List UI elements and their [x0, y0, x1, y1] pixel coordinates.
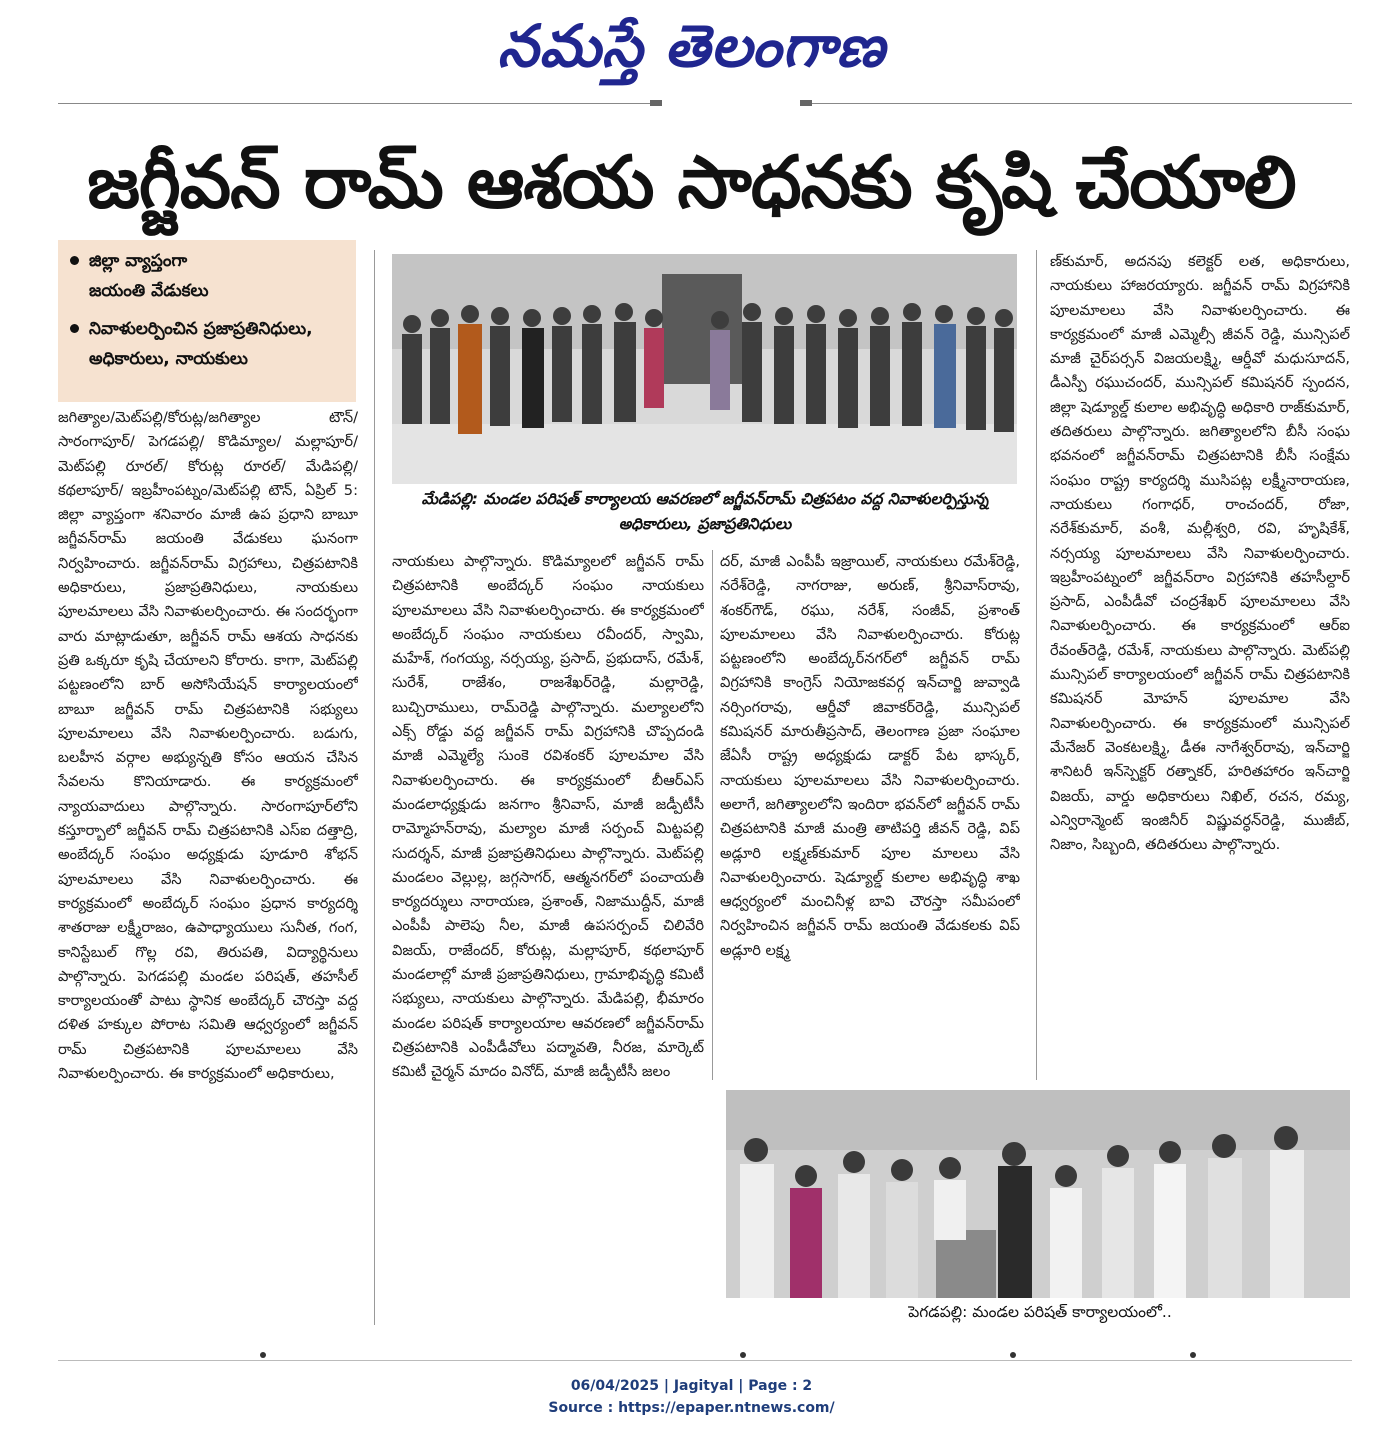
bullet-icon — [70, 256, 79, 265]
group-photo-icon — [726, 1090, 1350, 1298]
footer-source-link[interactable]: Source : https://epaper.ntnews.com/ — [548, 1400, 835, 1416]
article-column-4: ణ్‌కుమార్, అదనపు కలెక్టర్ లత, అధికారులు, నాయకులు హాజరయ్యారు. జగ్జీవన్ రామ్ విగ్రహానికి పూలమాలలు వేసి నివాళులర్పించారు. ఈ కార్యక్రమంలో మాజీ ఎమ్మెల్సీ జీవన్ రెడ్డి, మున్సిపల్ మాజీ చైర్‌పర్సన్ విజయలక్ష్మి, ఆర్డీవో మధుసూదన్, డీఎస్పీ రఘుచందర్, మున్సిపల్ కమిషనర్ స్పందన, జిల్లా షెడ్యూల్డ్ కులాల అభివృద్ధి అధికారి రాజ్‌కుమార్, తదితరులు పాల్గొన్నారు. జగిత్యాలలోని బీసీ సంఘ భవనంలో జగ్జీవన్‌రామ్ చిత్రపటానికి బీసీ సంక్షేమ సంఘం రాష్ట్ర కార్యదర్శి ముసిపట్ల లక్ష్మీనారాయణ, నాయకులు గంగాధర్, రాంచందర్, రోజా, నరేశ్‌కుమార్, వంశీ, మల్లీశ్వరి, రవి, హృషికేశ్, నర్సయ్య పూలమాలలు వేసి నివాళులర్పించారు. ఇబ్రహీంపట్నంలో జగ్జీవన్‌రాం విగ్రహానికి తహసీల్దార్ ప్రసాద్, ఎంపీడీవో చంద్రశేఖర్ పూలమాలలు వేసి నివాళులర్పించారు. ఈ కార్యక్రమంలో ఆర్‌ఐ రేవంత్‌రెడ్డి, రమేశ్, నాయకులు పాల్గొన్నారు. మెట్‌పల్లి మున్సిపల్ కార్యాలయంలో జగ్జీవన్ రామ్ చిత్రపటానికి కమిషనర్ మోహన్ పూలమాల వేసి నివాళులర్పించారు. ఈ కార్యక్రమంలో మున్సిపల్ మేనేజర్ వెంకటలక్ష్మి, డీఈ నాగేశ్వర్‌రావు, ఇన్‌చార్జి శానిటరీ ఇన్‌స్పెక్టర్ రత్నాకర్, హరితహారం ఇన్‌చార్జి విజయ్, వార్డు అధికారులు నిఖిల్, రచన, రమ్య, ఎన్విరాన్మెంట్ ఇంజినీర్ విష్ణువర్ధన్‌రెడ్డి, ముజీబ్, నిజాం, సిబ్బంది, తదితరులు పాల్గొన్నారు. — [1050, 253, 1350, 854]
top-photo — [392, 254, 1017, 484]
rule-ornament-right — [800, 100, 812, 106]
rule-ornament-left — [650, 100, 662, 106]
article-column-2: నాయకులు పాల్గొన్నారు. కొడిమ్యాలలో జగ్జీవన్ రామ్ చిత్రపటానికి అంబేద్కర్ సంఘం నాయకులు పూలమాలలు వేసి నివాళులర్పించారు. ఈ కార్యక్రమంలో అంబేద్కర్ సంఘం నాయకులు రవీందర్, స్వామి, మహేశ్, గంగయ్య, నర్సయ్య, ప్రసాద్, ప్రభుదాస్, రమేశ్, సురేశ్, రాజేశం, రాజశేఖర్‌రెడ్డి, మల్లారెడ్డి, బుచ్చిరాములు, రామ్‌రెడ్డి పాల్గొన్నారు. మల్యాలలోని ఎక్స్ రోడ్డు వద్ద జగ్జీవన్ రామ్ విగ్రహానికి చొప్పదండి మాజీ ఎమ్మెల్యే సుంకె రవిశంకర్ పూలమాల వేసి నివాళులర్పించారు. ఈ కార్యక్రమంలో బీఆర్‌ఎస్ మండలాధ్యక్షుడు జనగాం శ్రీనివాస్, మాజీ జడ్పీటీసీ రామ్మోహన్‌రావు, మల్యాల మాజీ సర్పంచ్ మిట్టపల్లి సుదర్శన్, మాజీ ప్రజాప్రతినిధులు పాల్గొన్నారు. మెట్‌పల్లి మండలం వెల్లుల్ల, జగ్గసాగర్, ఆత్మనగర్‌లో పంచాయతీ కార్యదర్శులు నారాయణ, ప్రశాంత్, నిజాముద్దీన్, మాజీ ఎంపీపీ పాలెపు నీల, మాజీ ఉపసర్పంచ్ చిలివేరి విజయ్, రాజేందర్, కోరుట్ల, మల్లాపూర్, కథలాపూర్ మండలాల్లో మాజీ ప్రజాప్రతినిధులు, గ్రామాభివృద్ధి కమిటీ సభ్యులు, నాయకులు పాల్గొన్నారు. మేడిపల్లి, భీమారం మండల పరిషత్ కార్యాలయాల ఆవరణలో జగ్జీవన్‌రామ్ చిత్రపటానికి ఎంపీడీవోలు పద్మావతి, నీరజ, మార్కెట్ కమిటీ చైర్మన్ మాదం వినోద్, మాజీ జడ్పీటీసీ జలం — [392, 553, 704, 1081]
bottom-mark — [260, 1352, 266, 1358]
bottom-photo — [726, 1090, 1350, 1298]
footer-date-edition: 06/04/2025 | Jagityal | Page : 2 — [570, 1378, 813, 1394]
footer-meta — [0, 1375, 1383, 1419]
highlight-item — [66, 246, 348, 306]
bullet-icon — [70, 324, 79, 333]
column-separator — [1036, 250, 1037, 1080]
column-separator — [374, 250, 375, 1325]
top-rule-right — [806, 103, 1352, 104]
column-separator — [712, 550, 713, 1080]
bottom-rule — [58, 1360, 1352, 1361]
bottom-mark — [1010, 1352, 1016, 1358]
highlights-box — [58, 240, 356, 402]
article-column-3: దర్, మాజీ ఎంపీపీ ఇజ్రాయిల్, నాయకులు రమేశ్‌రెడ్డి, నరేశ్‌రెడ్డి, నాగరాజు, అరుణ్, శ్రీనివాస్‌రావు, శంకర్‌గౌడ్, రఘు, నరేశ్, సంజీవ్, ప్రశాంత్ పూలమాలలు వేసి నివాళులర్పించారు. కోరుట్ల పట్టణంలోని అంబేద్కర్‌నగర్‌లో జగ్జీవన్ రామ్ విగ్రహానికి కాంగ్రెస్ నియోజకవర్గ ఇన్‌చార్జి జువ్వాడి నర్సింగరావు, ఆర్డీవో జివాకర్‌రెడ్డి, మున్సిపల్ కమిషనర్ మారుతీప్రసాద్, తెలంగాణ ప్రజా సంఘాల జేఏసీ రాష్ట్ర అధ్యక్షుడు డాక్టర్ పేట భాస్కర్, నాయకులు పూలమాలలు వేసి నివాళులర్పించారు. అలాగే, జగిత్యాలలోని ఇందిరా భవన్‌లో జగ్జీవన్ రామ్ చిత్రపటానికి మాజీ మంత్రి తాటిపర్తి జీవన్ రెడ్డి, విప్ అడ్లూరి లక్ష్మణ్‌కుమార్ పూల మాలలు వేసి నివాళులర్పించారు. షెడ్యూల్డ్ కులాల అభివృద్ధి శాఖ ఆధ్వర్యంలో మంచినీళ్ల బావి చౌరస్తా సమీపంలో నిర్వహించిన జగ్జీవన్ రామ్ జయంతి వేడుకలకు విప్ అడ్లూరి లక్ష్మ — [720, 553, 1020, 959]
top-photo-caption: మేడిపల్లి: మండల పరిషత్ కార్యాలయ ఆవరణలో జగ్జీవన్‌రామ్ చిత్రపటం వద్ద నివాళులర్పిస్తున్న అధికారులు, ప్రజాప్రతినిధులు — [421, 490, 989, 533]
bottom-photo-caption: పెగడపల్లి: మండల పరిషత్ కార్యాలయంలో.. — [908, 1303, 1172, 1321]
article-column-1: జగిత్యాల/మెట్‌పల్లి/కోరుట్ల/జగిత్యాల టౌన్/ సారంగాపూర్/ పెగడపల్లి/ కొడిమ్యాల/ మల్లాపూర్/ మెట్‌పల్లి రూరల్/ కోరుట్ల రూరల్/ మేడిపల్లి/ కథలాపూర్/ ఇబ్రహీంపట్నం/మెట్‌పల్లి టౌన్, ఏప్రిల్ 5: జిల్లా వ్యాప్తంగా శనివారం మాజీ ఉప ప్రధాని బాబూ జగ్జీవన్‌రామ్ జయంతి వేడుకలు ఘనంగా నిర్వహించారు. జగ్జీవన్‌రామ్ విగ్రహాలు, చిత్రపటానికి అధికారులు, ప్రజాప్రతినిధులు, నాయకులు పూలమాలలు వేసి నివాళులర్పించారు. ఈ సందర్భంగా వారు మాట్లాడుతూ, జగ్జీవన్ రామ్ ఆశయ సాధనకు ప్రతి ఒక్కరూ కృషి చేయాలని కోరారు. కాగా, మెట్‌పల్లి పట్టణంలోని బార్ అసోసియేషన్ కార్యాలయంలో బాబూ జగ్జీవన్ రామ్ చిత్రపటానికి సభ్యులు పూలమాలలు వేసి నివాళులర్పించారు. బడుగు, బలహీన వర్గాల అభ్యున్నతి కోసం ఆయన చేసిన సేవలను కొనియాడారు. ఈ కార్యక్రమంలో న్యాయవాదులు పాల్గొన్నారు. సారంగాపూర్‌లోని కస్తూర్బాలో జగ్జీవన్ రామ్ చిత్రపటానికి ఎస్‌ఐ దత్తాద్రి, అంబేద్కర్ సంఘం అధ్యక్షుడు పూడూరి శోభన్ పూలమాలలు వేసి నివాళులర్పించారు. ఈ కార్యక్రమంలో అంబేద్కర్ సంఘం ప్రధాన కార్యదర్శి శాతరాజు లక్ష్మీరాజం, ఉపాధ్యాయులు సునీత, గంగ, కానిస్టేబుల్ గొల్ల రవి, తిరుపతి, విద్యార్థినులు పాల్గొన్నారు. పెగడపల్లి మండల పరిషత్, తహసీల్ కార్యాలయంతో పాటు స్థానిక అంబేద్కర్ చౌరస్తా వద్ద దళిత హక్కుల పోరాట సమితి ఆధ్వర్యంలో జగ్జీవన్ రామ్ చిత్రపటానికి పూలమాలలు వేసి నివాళులర్పించారు. ఈ కార్యక్రమంలో అధికారులు, — [58, 409, 358, 1083]
masthead-logo: నమస్తే తెలంగాణ — [497, 12, 886, 80]
group-photo-icon — [392, 254, 1017, 484]
bottom-mark — [1190, 1352, 1196, 1358]
highlight-text: జిల్లా వ్యాప్తంగా జయంతి వేడుకలు — [89, 251, 209, 301]
bottom-mark — [740, 1352, 746, 1358]
top-rule-left — [58, 103, 656, 104]
highlight-text: నివాళులర్పించిన ప్రజాప్రతినిధులు, అధికారులు, నాయకులు — [89, 319, 313, 369]
highlight-item — [66, 314, 348, 374]
headline: జగ్జీవన్ రామ్ ఆశయ సాధనకు కృషి చేయాలి — [87, 140, 1296, 224]
